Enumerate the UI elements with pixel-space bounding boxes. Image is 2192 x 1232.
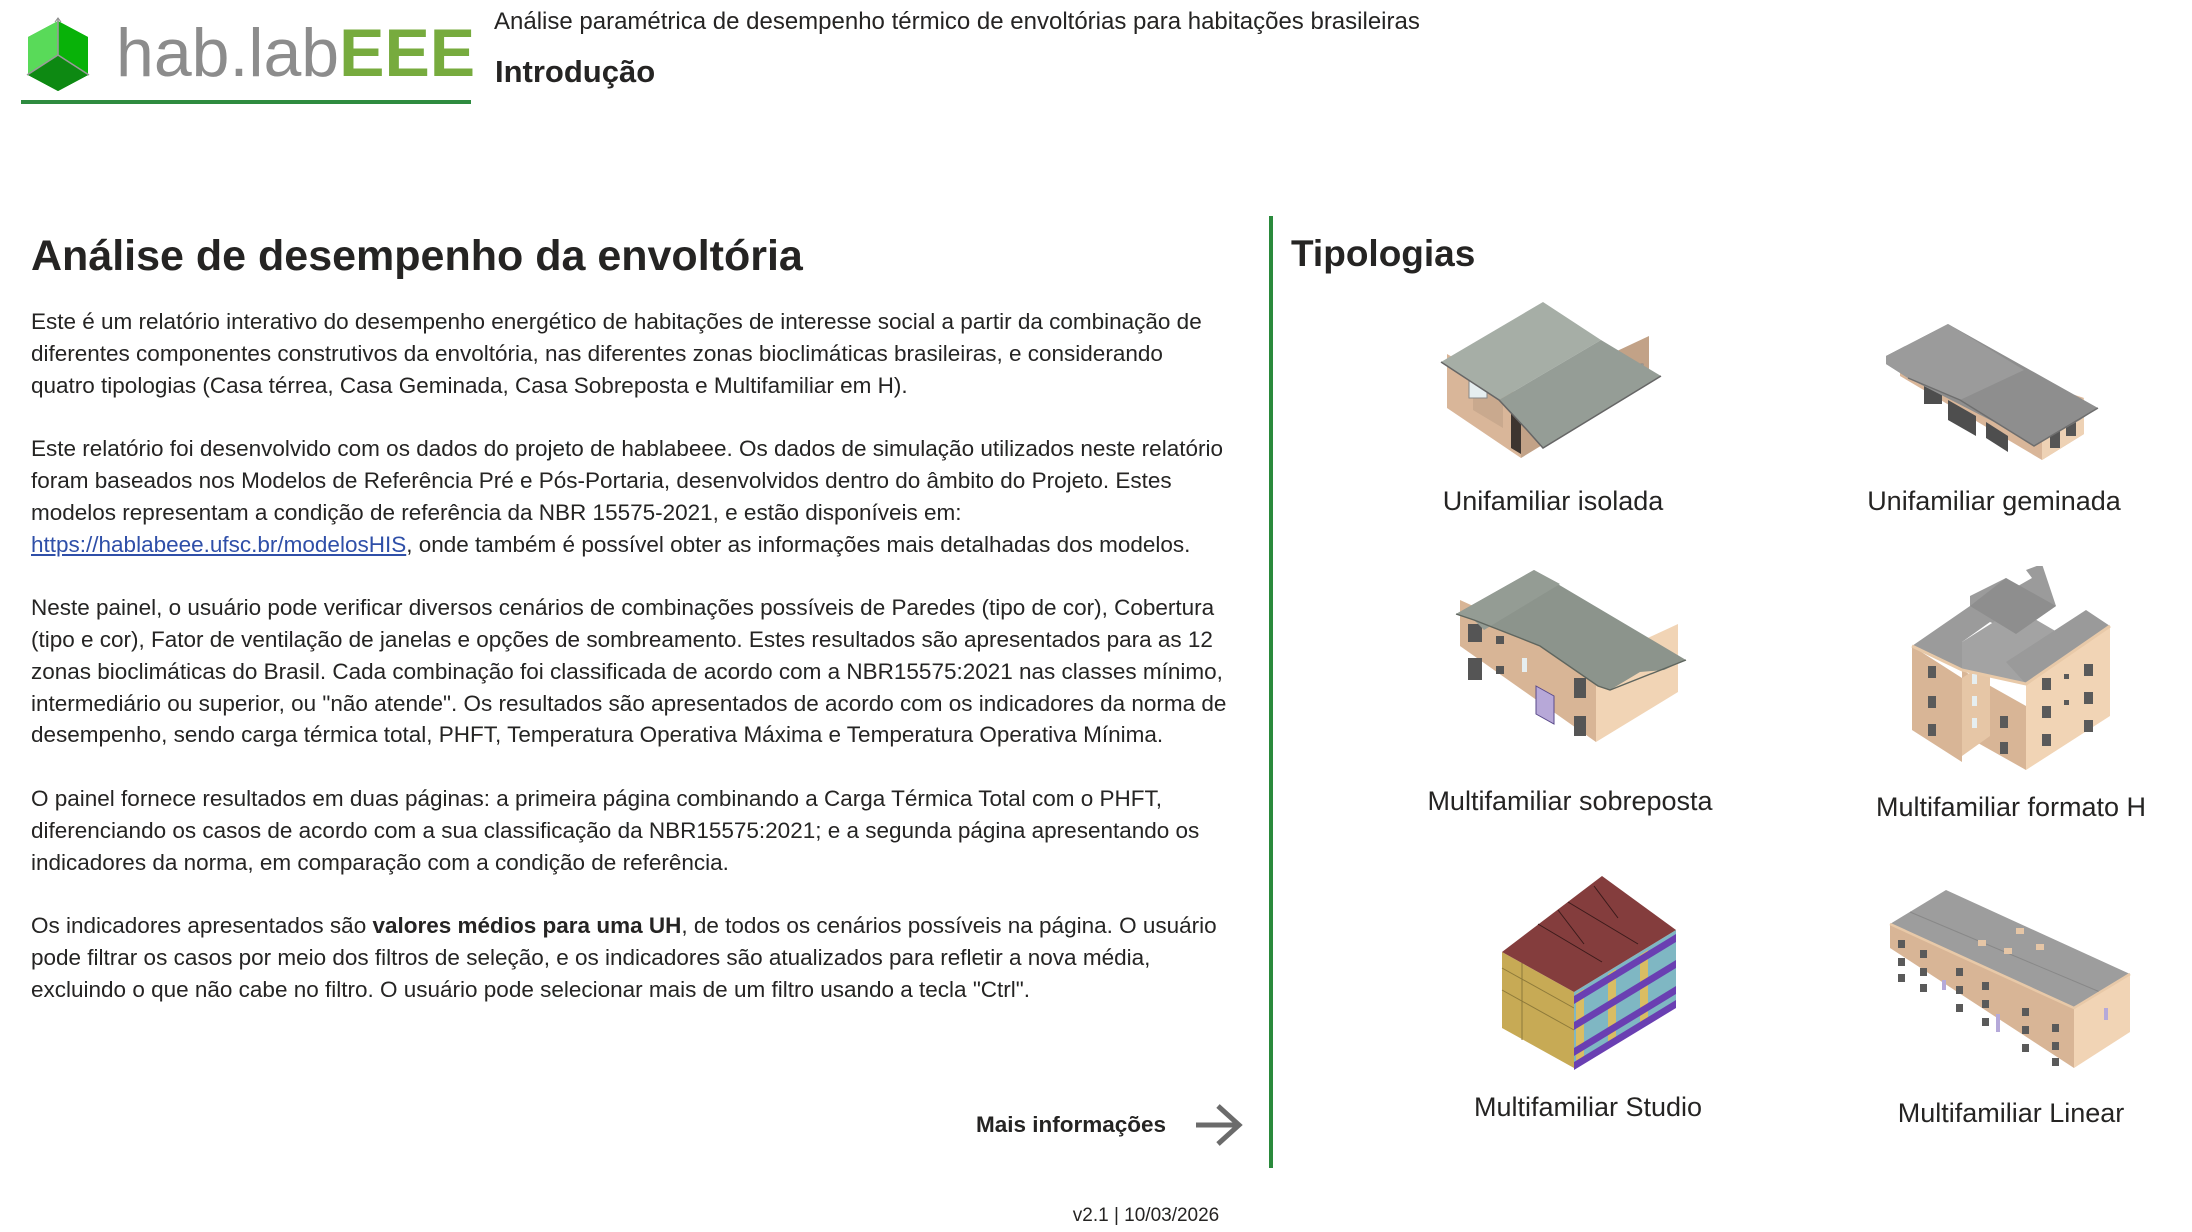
- intro-paragraph-4: O painel fornece resultados em duas páginas: a primeira página combinando a Carga Térmica Total com o PHFT, diferenciando os casos de acordo com a sua classificação da NBR15575:2021; e a segunda página apresentando os indicadores da norma, em comparação com a condição de referência.: [31, 785, 1200, 875]
- more-info-label: Mais informações: [976, 1112, 1167, 1137]
- typology-label: Unifamiliar geminada: [1867, 486, 2121, 516]
- semi-detached-house-icon: [1884, 312, 2104, 466]
- version-label: v2.1 | 10/03/2026: [1072, 1205, 1220, 1226]
- typology-label: Multifamiliar Linear: [1897, 1098, 2125, 1128]
- typology-label: Unifamiliar isolada: [1442, 486, 1664, 516]
- emphasis-text: valores médios para uma UH: [372, 913, 682, 939]
- paragraph-text: , onde também é possível obter as informações mais detalhadas dos modelos.: [406, 531, 1191, 557]
- intro-paragraph-1: Este é um relatório interativo do desempenho energético de habitações de interesse social a partir da combinação de diferentes componentes construtivos da envoltória, nas diferentes zonas bioclimáticas brasileiras, e considerando quatro tipologias (Casa térrea, Casa Geminada, Casa Sobreposta e Multifamiliar em H).: [31, 309, 1202, 398]
- green-cube-icon: [22, 15, 94, 93]
- paragraph-text: Os indicadores apresentados são: [31, 913, 373, 939]
- typology-card: [1801, 566, 2192, 824]
- more-info-button[interactable]: [976, 1105, 1244, 1145]
- report-subtitle: Análise paramétrica de desempenho térmico de envoltórias para habitações brasileiras: [494, 8, 1420, 35]
- logo-wordmark: [116, 10, 475, 96]
- linear-building-icon: [1886, 888, 2136, 1078]
- intro-paragraph-3: Neste painel, o usuário pode verificar diversos cenários de combinações possíveis de Paredes (tipo de cor), Cobertura (tipo e cor), Fator de ventilação de janelas e opções de sombreamento. Estes resultados são apresentados para as 12 zonas bioclimáticas do Brasil. Cada combinação foi classificada de acordo com a NBR15575:2021 nas classes mínimo, intermediário ou superior, ou "não atende". Os resultados são apresentados de acordo com os indicadores da norma de desempenho, sendo carga térmica total, PHFT, Temperatura Operativa Máxima e Temperatura Operativa Mínima.: [31, 595, 1227, 748]
- footer: [0, 1204, 2192, 1228]
- studio-building-icon: [1498, 872, 1678, 1072]
- typology-label: Multifamiliar sobreposta: [1427, 786, 1713, 816]
- typology-card: [1784, 312, 2192, 518]
- intro-paragraph-2: [31, 433, 1231, 560]
- logo-text-light: hab.lab: [116, 15, 340, 91]
- paragraph-text: Este relatório foi desenvolvido com os dados do projeto de hablabeee. Os dados de simulação utilizados neste relatório foram baseados nos Modelos de Referência Pré e Pós-Portaria, desenvolvidos dentro do âmbito do Projeto. Estes modelos representam a condição de referência da NBR 15575-2021, e estão disponíveis em:: [31, 436, 1223, 525]
- h-shaped-building-icon: [1906, 566, 2116, 772]
- app-logo: [20, 12, 476, 106]
- logo-text-bold: EEE: [339, 15, 476, 91]
- stacked-house-icon: [1450, 566, 1690, 766]
- intro-body: [31, 306, 1231, 1037]
- page-title: Introdução: [495, 54, 656, 89]
- typologies-heading: Tipologias: [1291, 233, 1476, 274]
- typology-card: [1378, 872, 1798, 1124]
- typology-label: Multifamiliar Studio: [1473, 1092, 1703, 1122]
- single-house-icon: [1433, 298, 1673, 466]
- column-divider: [1269, 216, 1273, 1168]
- typology-label: Multifamiliar formato H: [1875, 792, 2147, 822]
- typology-card: [1360, 566, 1780, 818]
- intro-paragraph-5: [31, 910, 1231, 1005]
- models-link[interactable]: https://hablabeee.ufsc.br/modelosHIS: [31, 531, 407, 557]
- logo-underline: [21, 100, 471, 104]
- typology-card: [1801, 888, 2192, 1130]
- paragraph-text: , de todos os cenários possíveis na página. O usuário pode filtrar os casos por meio dos filtros de seleção, e os indicadores são atualizados para refletir a nova média, excluindo o que não cabe no filtro. O usuário pode selecionar mais de um filtro usando a tecla "Ctrl".: [31, 913, 1217, 1002]
- typology-card: [1343, 298, 1763, 518]
- intro-heading: Análise de desempenho da envoltória: [31, 232, 803, 280]
- arrow-right-icon[interactable]: [1194, 1102, 1244, 1148]
